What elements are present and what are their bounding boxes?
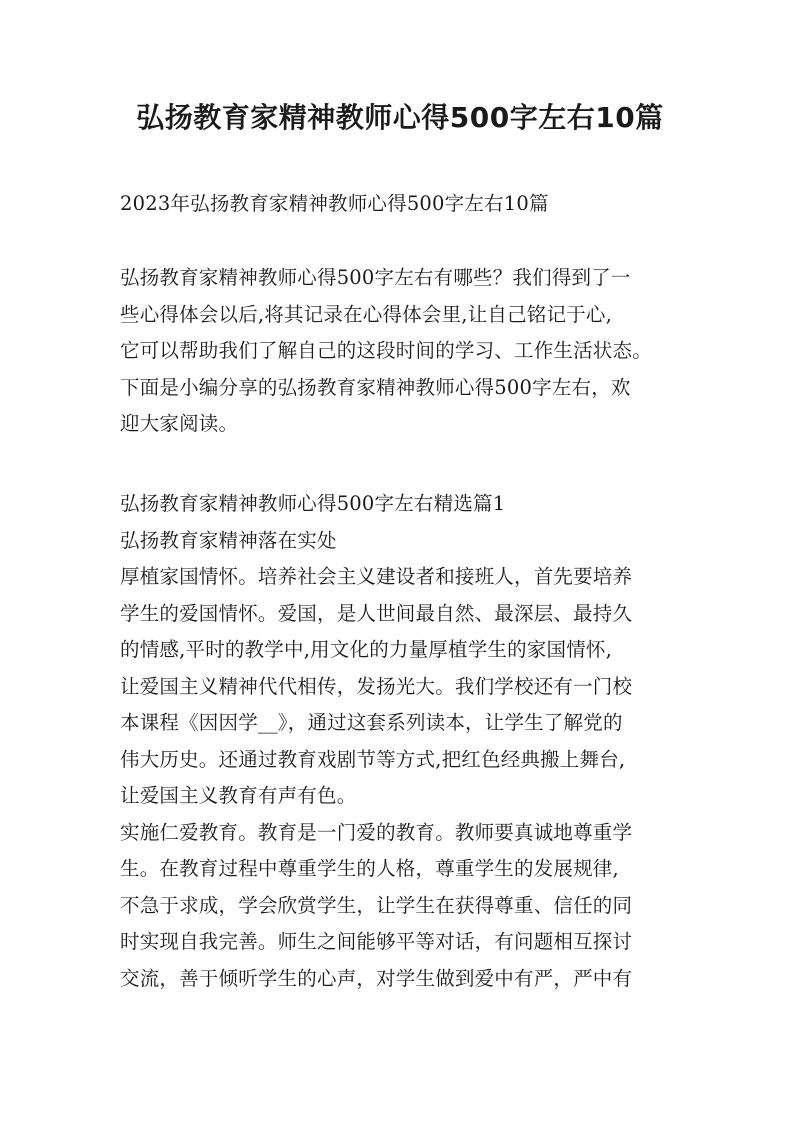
body-line: 学生的爱国情怀。爱国，是人世间最自然、最深层、最持久: [120, 601, 633, 625]
body-line: 让爱国主义精神代代相传，发扬光大。我们学校还有一门校: [120, 674, 633, 698]
section-subheading: 弘扬教育家精神落在实处: [120, 528, 337, 552]
body-line: 让爱国主义教育有声有色。: [120, 784, 357, 807]
body-line: 生。在教育过程中尊重学生的人格，尊重学生的发展规律,: [120, 857, 619, 880]
document-title: 弘扬教育家精神教师心得500字左右10篇: [136, 101, 664, 134]
body-line: 的情感,平时的教学中,用文化的力量厚植学生的家国情怀,: [120, 638, 612, 661]
section-heading: 弘扬教育家精神教师心得500字左右精选篇1: [120, 492, 506, 515]
document-subtitle: [120, 186, 685, 223]
intro-line: 它可以帮助我们了解自己的这段时间的学习、工作生活状态。: [120, 339, 652, 362]
intro-line: 些心得体会以后,将其记录在心得体会里,让自己铭记于心,: [120, 302, 612, 326]
body-line: 交流，善于倾听学生的心声，对学生做到爱中有严，严中有: [120, 966, 633, 990]
body-line: 本课程《因因学__》，通过这套系列读本，让学生了解党的: [120, 711, 623, 734]
intro-line: 弘扬教育家精神教师心得500字左右有哪些？我们得到了一: [120, 266, 631, 289]
intro-line: 下面是小编分享的弘扬教育家精神教师心得500字左右，欢: [120, 375, 631, 399]
body-line: 不急于求成，学会欣赏学生，让学生在获得尊重、信任的同: [120, 893, 633, 917]
body-text: [120, 486, 685, 997]
intro-paragraph: [120, 260, 685, 443]
intro-line: 迎大家阅读。: [120, 412, 239, 435]
subtitle-line: 2023年弘扬教育家精神教师心得500字左右10篇: [120, 192, 549, 215]
body-line: 伟大历史。还通过教育戏剧节等方式,把红色经典搬上舞台,: [120, 747, 626, 771]
body-line: 厚植家国情怀。培养社会主义建设者和接班人，首先要培养: [120, 565, 633, 588]
body-line: 时实现自我完善。师生之间能够平等对话，有问题相互探讨: [120, 930, 633, 953]
body-line: 实施仁爱教育。教育是一门爱的教育。教师要真诚地尊重学: [120, 820, 633, 844]
